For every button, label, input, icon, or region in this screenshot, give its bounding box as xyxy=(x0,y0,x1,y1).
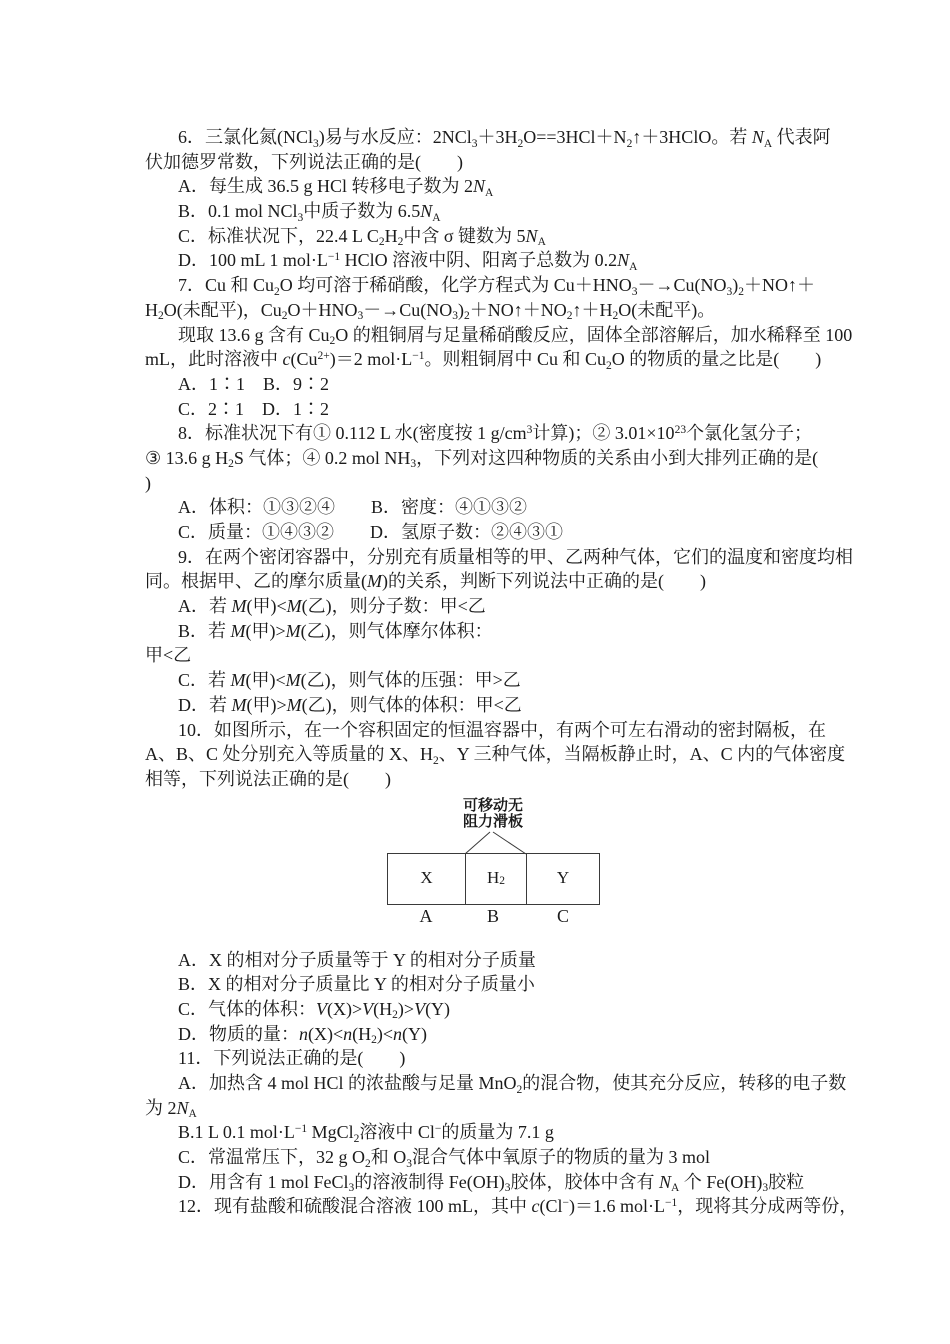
chamber-b-gas: H xyxy=(486,868,500,888)
q9-option-d: D．若 M(甲)>M(乙)，则气体的体积：甲<乙 xyxy=(178,694,522,715)
chamber-a-gas: X xyxy=(420,868,433,888)
gas-container-box xyxy=(387,853,600,905)
q8-options-cd: C．质量：①④③② D．氢原子数：②④③① xyxy=(178,522,564,542)
chamber-b xyxy=(465,854,527,904)
chamber-c xyxy=(527,854,599,904)
q10-stem-1: 10．如图所示，在一个容积固定的恒温容器中，有两个可左右滑动的密封隔板，在 xyxy=(178,719,826,740)
figure-caption-line2: 阻力滑板 xyxy=(462,813,524,830)
q9-stem-1: 9．在两个密闭容器中，分别充有质量相等的甲、乙两种气体，它们的温度和密度均相 xyxy=(178,546,853,567)
q6-option-d: D．100 mL 1 $mol\cdot L^{-1}$ HClO 溶液中阴、阳离子总数为 0.2NA xyxy=(178,250,638,273)
q12-stem-1: 12．现有盐酸和硫酸混合溶液 100 mL，其中 c(Cl−)＝1.6 $mol\cdot L^{-1}$，现将其分成两等份， xyxy=(178,1196,858,1217)
chamber-b-gas-sub: 2 xyxy=(499,875,506,888)
q9-option-b-cont: 甲<乙 xyxy=(145,645,192,666)
figure-caption xyxy=(463,798,523,830)
q9-stem-2: 同。根据甲、乙的摩尔质量(M)的关系，判断下列说法中正确的是( ) xyxy=(145,571,706,592)
q8-stem-3: ) xyxy=(145,472,151,493)
q11-stem: 11．下列说法正确的是( ) xyxy=(178,1048,406,1069)
q7-stem-2: H2O(未配平)，Cu2O＋HNO3－→Cu(NO3)2＋NO↑＋NO2↑＋H2O(未配平)。 xyxy=(145,299,716,323)
q7-options-cd: C．2∶1 D．1∶2 xyxy=(178,398,330,419)
q8-stem-2: ③ 13.6 g H2S 气体；④ 0.2 mol NH3，下列对这四种物质的关系由小到大排列正确的是( xyxy=(145,447,819,471)
q11-option-c: C．常温常压下，32 g O2和 O3混合气体中氧原子的物质的量为 3 mol xyxy=(178,1147,711,1170)
exam-body xyxy=(145,125,859,1219)
q7-stem-3: 现取 13.6 g 含有 Cu2O 的粗铜屑与足量稀硝酸反应，固体全部溶解后，加水稀释至 100 xyxy=(178,324,853,347)
q8-options-ab: A．体积：①③②④ B．密度：④①③② xyxy=(178,497,528,518)
q10-option-c: C．气体的体积：V(X)>V(H2)>V(Y) xyxy=(178,998,451,1022)
q7-options-ab: A．1∶1 B．9∶2 xyxy=(178,373,330,394)
q10-option-a: A．X 的相对分子质量等于 Y 的相对分子质量 xyxy=(178,949,536,970)
q6-option-a: A．每生成 36.5 g HCl 转移电子数为 2NA xyxy=(178,176,494,199)
q10-figure xyxy=(145,792,859,948)
chamber-c-gas: Y xyxy=(556,868,570,888)
questions-10-to-12-options xyxy=(145,948,859,1220)
chamber-a-label: A xyxy=(419,905,433,926)
chamber-c-label: C xyxy=(556,905,570,926)
q6-stem-1: 6．三氯化氮(NCl3)易与水反应：2NCl3＋3H2O==3HCl＋N2↑＋3HClO。若 NA 代表阿 xyxy=(178,127,831,150)
chamber-a xyxy=(388,854,465,904)
q8-stem-1: 8．标准状况下有① 0.112 L 水(密度按 1 $g/cm^3$计算)；② $3.01\times 10^{23}$个氯化氢分子； xyxy=(178,423,813,444)
q11-option-d: D．用含有 1 mol FeCl3的溶液制得 Fe(OH)3胶体，胶体中含有 NA 个 Fe(OH)3胶粒 xyxy=(178,1171,805,1195)
q7-stem-4: mL，此时溶液中 $c(Cu^{2+})=2$ $mol\cdot L^{-1}$。则粗铜屑中 Cu 和 Cu2O 的物质的量之比是( ) xyxy=(145,349,822,372)
figure-caption-line1: 可移动无 xyxy=(462,797,524,814)
q9-option-b: B．若 M(甲)>M(乙)，则气体摩尔体积： xyxy=(178,620,493,641)
q10-stem-2: A、B、C 处分别充入等质量的 X、H2、Y 三种气体，当隔板静止时，A、C 内的气体密度 xyxy=(145,744,846,767)
q7-stem-1: 7．Cu 和 Cu2O 均可溶于稀硝酸，化学方程式为 Cu＋HNO3－→Cu(NO3)2＋NO↑＋ xyxy=(178,275,816,298)
q11-option-b: B.1 L 0.1 $mol\cdot L^{-1}$ MgCl2溶液中 Cl−的质量为 7.1 g xyxy=(178,1122,554,1145)
q6-option-b: B．0.1 mol NCl3中质子数为 6.5NA xyxy=(178,201,441,224)
q10-option-d: D．物质的量：n(X)<n(H2)<n(Y) xyxy=(178,1023,428,1047)
q11-option-a-cont: 为 2NA xyxy=(145,1097,197,1121)
q6-option-c: C．标准状况下，22.4 L C2H2中含 σ 键数为 5NA xyxy=(178,225,546,249)
questions-6-to-10-stem xyxy=(145,125,859,792)
q10-stem-3: 相等，下列说法正确的是( ) xyxy=(145,768,391,789)
q10-option-b: B．X 的相对分子质量比 Y 的相对分子质量小 xyxy=(178,974,535,995)
q9-option-a: A．若 M(甲)<M(乙)，则分子数：甲<乙 xyxy=(178,596,486,617)
q9-option-c: C．若 M(甲)<M(乙)，则气体的压强：甲>乙 xyxy=(178,670,521,691)
q6-stem-2: 伏加德罗常数，下列说法正确的是( ) xyxy=(145,151,463,172)
chamber-b-label: B xyxy=(486,905,500,926)
q11-option-a: A．加热含 4 mol HCl 的浓盐酸与足量 MnO2的混合物，使其充分反应，转移的电子数 xyxy=(178,1073,847,1096)
